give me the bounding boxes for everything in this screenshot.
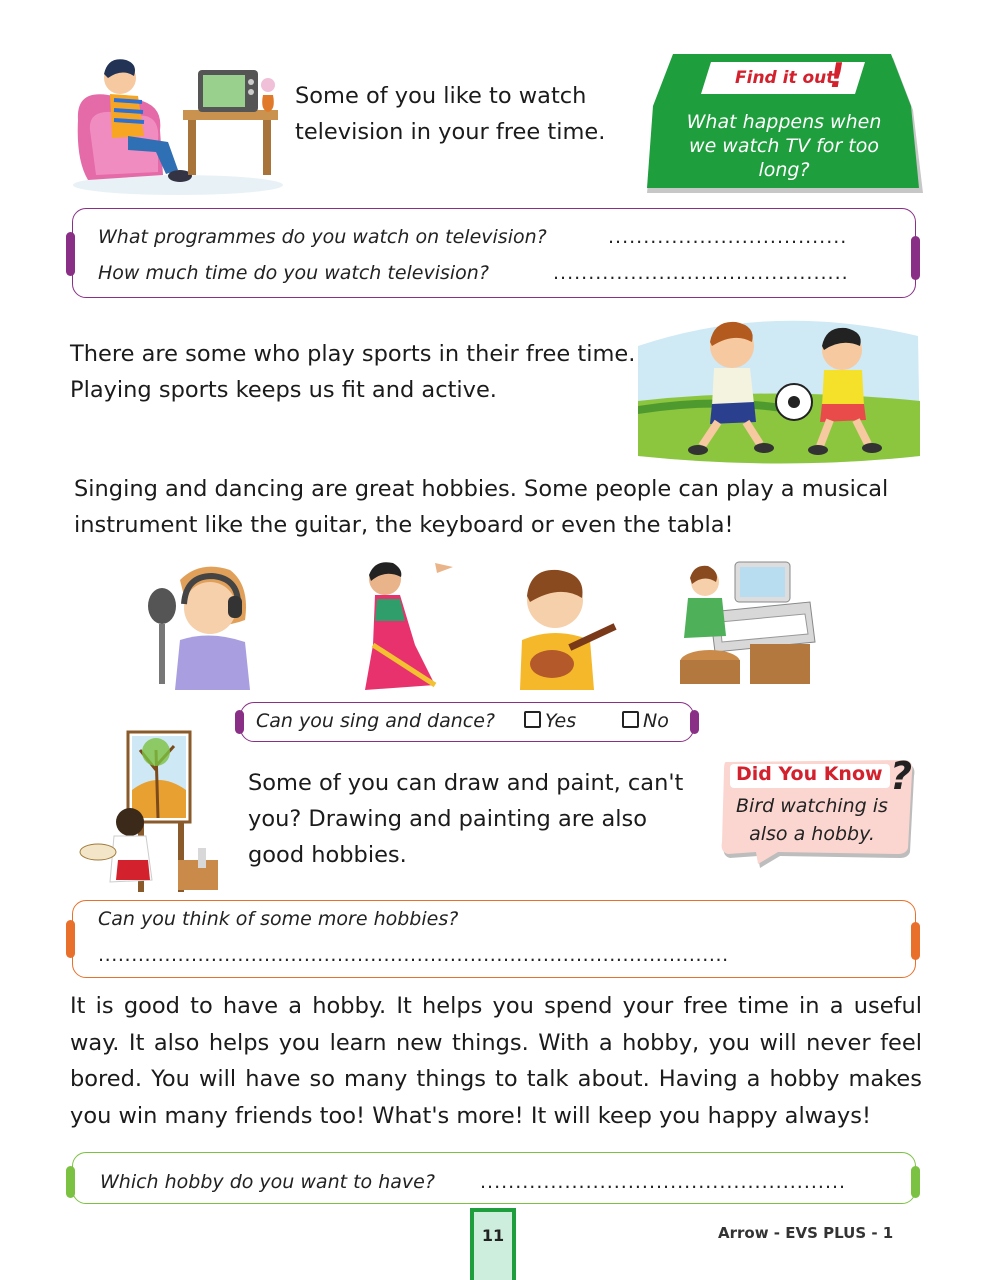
box-tab-left <box>66 232 75 276</box>
tv-answer-2[interactable]: .......................................... <box>553 262 849 284</box>
box-tab-right <box>911 922 920 960</box>
drawing-text: Some of you can draw and paint, can't you? Drawing and painting are also good hobbies. <box>248 770 684 868</box>
find-it-out-box <box>645 50 923 195</box>
sing-question: Can you sing and dance? <box>256 710 496 732</box>
yes-option[interactable]: Yes <box>524 710 576 732</box>
illustration-boy-guitar <box>500 560 630 690</box>
illustration-girl-dancing <box>345 555 455 700</box>
find-it-out-label: Find it out <box>735 68 835 88</box>
page-number-box <box>470 1208 516 1280</box>
more-hobbies-answer[interactable]: ............................................................................................... <box>98 944 729 966</box>
tv-questions-box <box>72 208 916 298</box>
box-tab-right <box>911 236 920 280</box>
tv-question-1: What programmes do you watch on television? <box>98 226 547 248</box>
which-hobby-answer[interactable]: .................................................... <box>480 1171 847 1193</box>
find-it-out-question: What happens when we watch TV for too long? <box>686 111 882 181</box>
box-tab-left <box>66 920 75 958</box>
box-tab-left <box>66 1166 75 1198</box>
exclamation-icon: ! <box>825 56 849 96</box>
checkbox-yes[interactable] <box>524 711 541 728</box>
hobby-paragraph: It is good to have a hobby. It helps you spend your free time in a useful way. It also helps you learn new things. With a hobby, you will never feel bored. You will have so many things to talk about. Having a hobby makes you win many friends too! What's more! It will keep you happy always! <box>70 993 922 1129</box>
music-text: Singing and dancing are great hobbies. Some people can play a musical instrument like the guitar, the keyboard or even the tabla! <box>74 476 889 538</box>
book-title: Arrow - EVS PLUS - 1 <box>718 1224 894 1242</box>
did-you-know-label: Did You Know <box>736 763 883 785</box>
tv-answer-1[interactable]: .................................. <box>608 226 848 248</box>
which-hobby-question: Which hobby do you want to have? <box>100 1171 435 1193</box>
illustration-girl-painting <box>78 730 238 895</box>
did-you-know-fact: Bird watching is also a hobby. <box>736 795 888 845</box>
did-you-know-box <box>720 754 920 870</box>
tv-question-2: How much time do you watch television? <box>98 262 489 284</box>
no-option[interactable]: No <box>622 710 669 732</box>
sports-text: There are some who play sports in their free time. Playing sports keeps us fit and active. <box>70 341 636 403</box>
illustration-boy-watching-tv <box>68 50 288 195</box>
page-number: 11 <box>481 1226 505 1245</box>
tv-text: Some of you like to watch television in your free time. <box>295 83 606 145</box>
illustration-girl-keyboard <box>640 552 820 697</box>
more-hobbies-question: Can you think of some more hobbies? <box>98 908 459 930</box>
question-mark-icon: ? <box>890 754 913 798</box>
box-tab-right <box>911 1166 920 1198</box>
box-tab-right <box>690 710 699 734</box>
checkbox-no[interactable] <box>622 711 639 728</box>
illustration-girl-singing <box>140 560 270 690</box>
illustration-boys-football <box>632 306 924 466</box>
